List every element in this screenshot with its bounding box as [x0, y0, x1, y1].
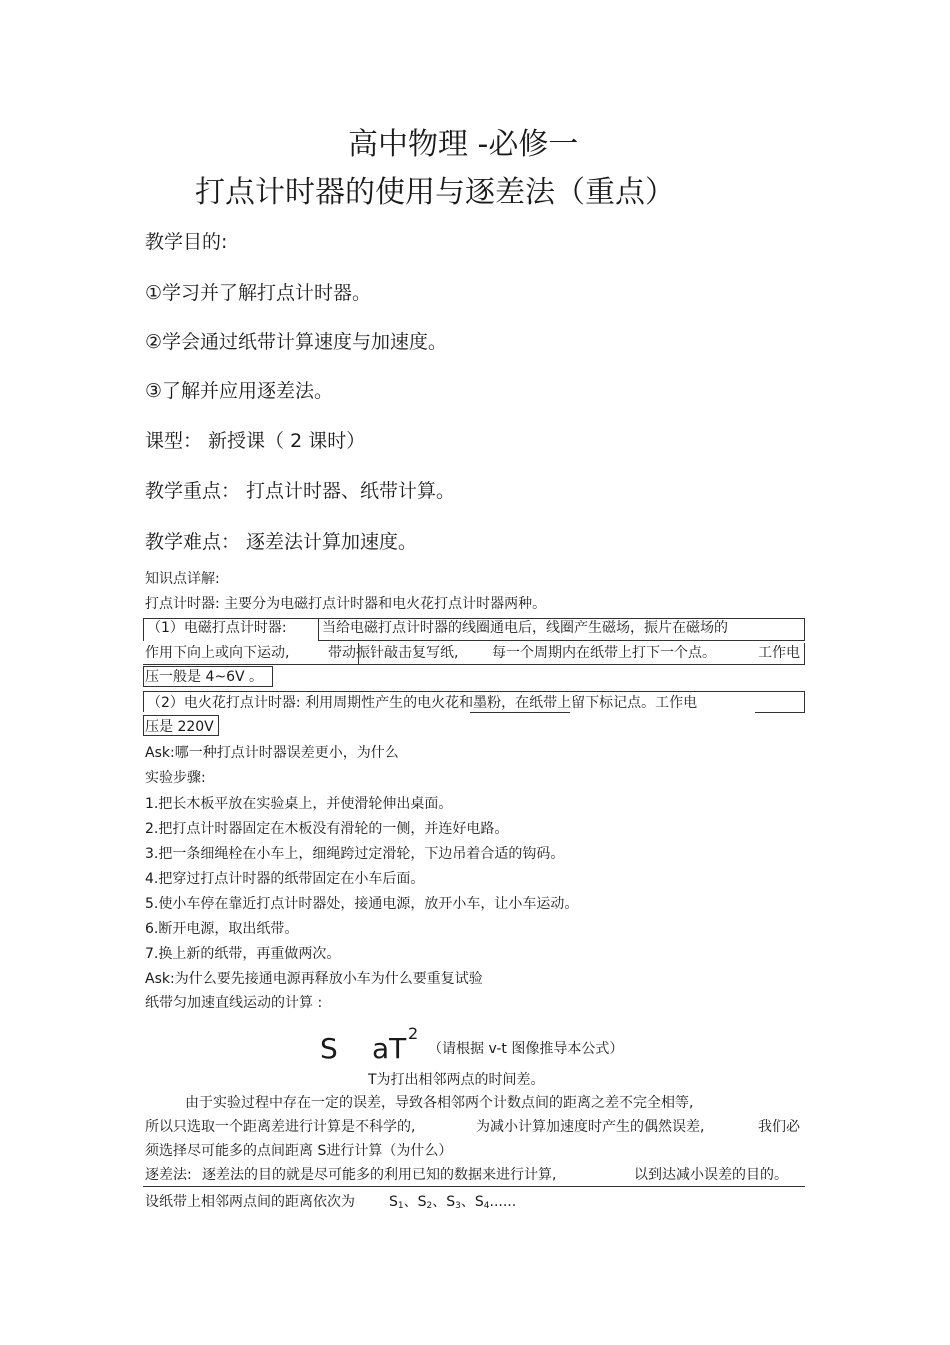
calc-paragraph: 为减小计算加速度时产生的偶然误差, — [476, 1119, 705, 1135]
box-edge — [804, 643, 805, 664]
experiment-step: 5.使小车停在靠近打点计时器处，接通电源，放开小车，让小车运动。 — [145, 896, 579, 912]
difficulty: 教学难点： 逐差法计算加速度。 — [145, 531, 418, 553]
distance-sequence: 设纸带上相邻两点间的距离依次为 $S_1$、$S_2$、$S_3$、$S_4$...... — [145, 1194, 517, 1211]
experiment-heading: 实验步骤: — [145, 770, 206, 786]
experiment-step: 2.把打点计时器固定在木板没有滑轮的一侧，并连好电路。 — [145, 821, 509, 837]
s4: S — [474, 1194, 484, 1210]
formula-exponent: 2 — [408, 1024, 419, 1043]
zhucha-text: 以到达减小误差的目的。 — [634, 1167, 788, 1183]
key-points: 教学重点： 打点计时器、纸带计算。 — [145, 480, 456, 502]
s1: S — [389, 1194, 398, 1210]
page-subtitle: 打点计时器的使用与逐差法（重点） — [195, 175, 675, 210]
s2: S — [417, 1194, 427, 1210]
zhucha-text: 逐差法的目的就是尽可能多的利用已知的数据来进行计算, — [202, 1167, 557, 1183]
experiment-step: 1.把长木板平放在实验桌上，并使滑轮伸出桌面。 — [145, 796, 453, 812]
electromagnetic-text: 工作电 — [758, 645, 800, 661]
formula-at: aT — [372, 1032, 407, 1065]
course-type: 课型： 新授课（ 2 课时） — [145, 430, 366, 452]
underline — [470, 712, 570, 713]
calc-heading: 纸带匀加速直线运动的计算 : — [145, 995, 323, 1011]
objective-item: ③了解并应用逐差法。 — [145, 380, 334, 402]
experiment-step: 3.把一条细绳栓在小车上，细绳跨过定滑轮，下边吊着合适的钩码。 — [145, 846, 565, 862]
box-edge — [358, 643, 359, 664]
formula-note: （请根据 v-t 图像推导本公式） — [428, 1041, 624, 1057]
electromagnetic-voltage: 压一般是 4~6V 。 — [145, 669, 264, 685]
objective-item: ②学会通过纸带计算速度与加速度。 — [145, 331, 448, 353]
calc-paragraph: 所以只选取一个距离差进行计算是不科学的, — [145, 1119, 416, 1135]
electromagnetic-label: （1）电磁打点计时器: — [147, 620, 287, 636]
electromagnetic-text: 作用下向上或向下运动, — [145, 645, 290, 661]
ask-question: Ask:哪一种打点计时器误差更小，为什么 — [145, 745, 399, 761]
objective-item: ①学习并了解打点计时器。 — [145, 282, 372, 304]
t-note: T为打出相邻两点的时间差。 — [368, 1072, 545, 1088]
timer-intro: 打点计时器: 主要分为电磁打点计时器和电火花打点计时器两种。 — [145, 596, 547, 612]
electromagnetic-text: 每一个周期内在纸带上打下一个点。 — [492, 645, 716, 661]
calc-paragraph: 我们必 — [758, 1119, 800, 1135]
knowledge-heading: 知识点详解: — [145, 571, 220, 587]
electromagnetic-text: 当给电磁打点计时器的线圈通电后，线圈产生磁场，振片在磁场的 — [322, 620, 728, 636]
electromagnetic-text: 带动振针敲击复写纸, — [328, 645, 459, 661]
zhucha-label: 逐差法: — [145, 1167, 192, 1183]
spark-text: （2）电火花打点计时器: 利用周期性产生的电火花和墨粉，在纸带上留下标记点。工作电 — [147, 695, 698, 711]
calc-paragraph: 由于实验过程中存在一定的误差，导致各相邻两个计数点间的距离之差不完全相等, — [185, 1095, 694, 1111]
spark-voltage: 压是 220V — [145, 719, 214, 735]
underline — [143, 664, 805, 665]
s3: S — [446, 1194, 456, 1210]
ask-question: Ask:为什么要先接通电源再释放小车为什么要重复试验 — [145, 971, 483, 987]
objectives-heading: 教学目的: — [145, 231, 228, 253]
experiment-step: 7.换上新的纸带，再重做两次。 — [145, 946, 341, 962]
experiment-step: 4.把穿过打点计时器的纸带固定在小车后面。 — [145, 871, 425, 887]
underline — [755, 712, 805, 713]
experiment-step: 6.断开电源，取出纸带。 — [145, 921, 299, 937]
calc-paragraph: 须选择尽可能多的点间距离 S进行计算（为什么） — [145, 1143, 453, 1159]
underline — [143, 1186, 805, 1187]
page-title: 高中物理 -必修一 — [348, 127, 579, 162]
formula-s: S — [320, 1032, 338, 1065]
